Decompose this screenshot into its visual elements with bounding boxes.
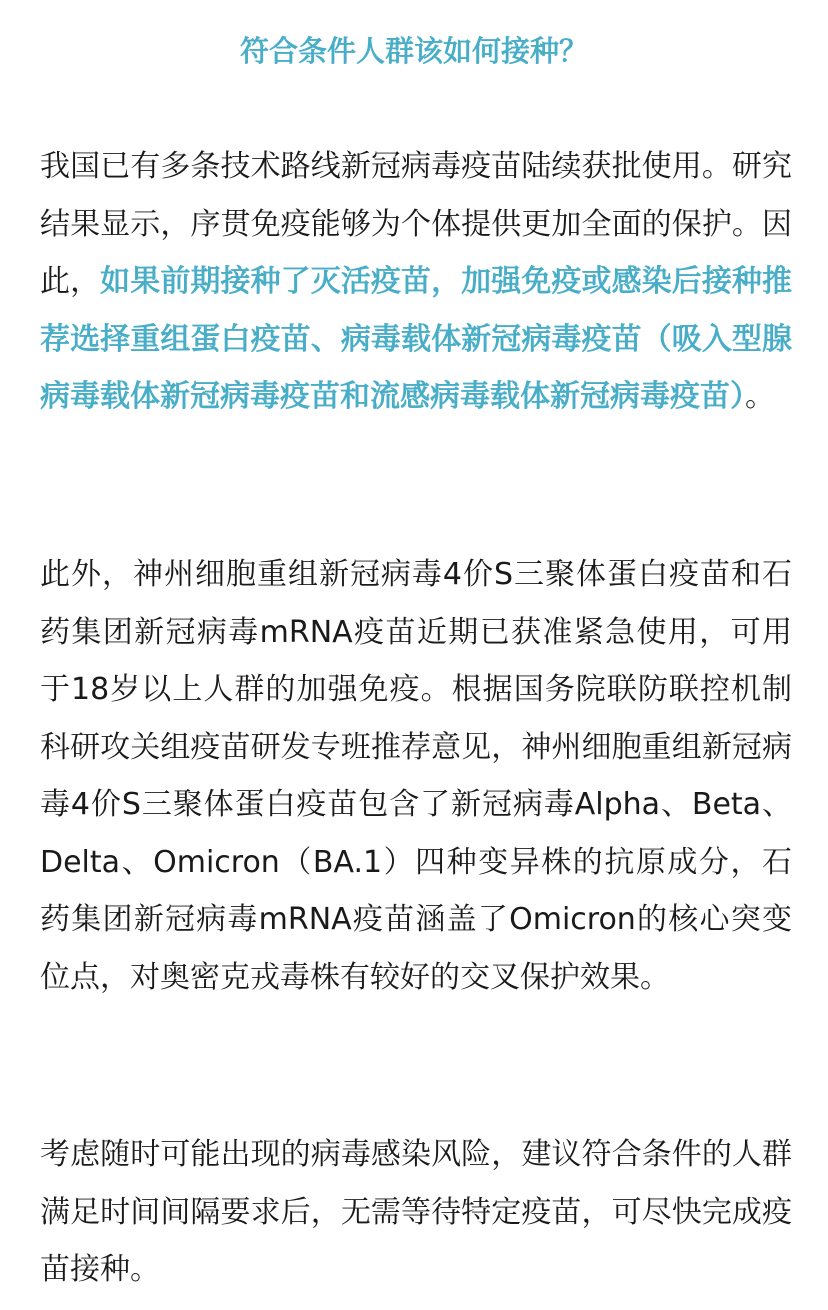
- section-title: 符合条件人群该如何接种？: [239, 34, 588, 68]
- paragraph-text: 我国已有多条技术路线新冠病毒疫苗陆续获批使用。研究结果显示，序贯免疫能够为个体提供更加全面的保护。因此，: [40, 149, 792, 299]
- highlighted-recommendation: 如果前期接种了灭活疫苗，加强免疫或感染后接种推荐选择重组蛋白疫苗、病毒载体新冠病毒疫苗（吸入型腺病毒载体新冠病毒疫苗和流感病毒载体新冠病毒疫苗）: [40, 264, 793, 414]
- paragraph-vaccination-recommendation: [40, 138, 792, 426]
- paragraph-text: 。: [745, 379, 775, 414]
- paragraph-new-vaccines: 此外，神州细胞重组新冠病毒4价S三聚体蛋白疫苗和石药集团新冠病毒mRNA疫苗近期已获准紧急使用，可用于18岁以上人群的加强免疫。根据国务院联防联控机制科研攻关组疫苗研发专班推荐意见，神州细胞重组新冠病毒4价S三聚体蛋白疫苗包含了新冠病毒Alpha、Beta、Delta、Omicron（BA.1）四种变异株的抗原成分，石药集团新冠病毒mRNA疫苗涵盖了Omicron的核心突变位点，对奥密克戎毒株有较好的交叉保护效果。: [40, 557, 792, 995]
- paragraph-advice: 考虑随时可能出现的病毒感染风险，建议符合条件的人群满足时间间隔要求后，无需等待特定疫苗，可尽快完成疫苗接种。: [40, 1137, 792, 1287]
